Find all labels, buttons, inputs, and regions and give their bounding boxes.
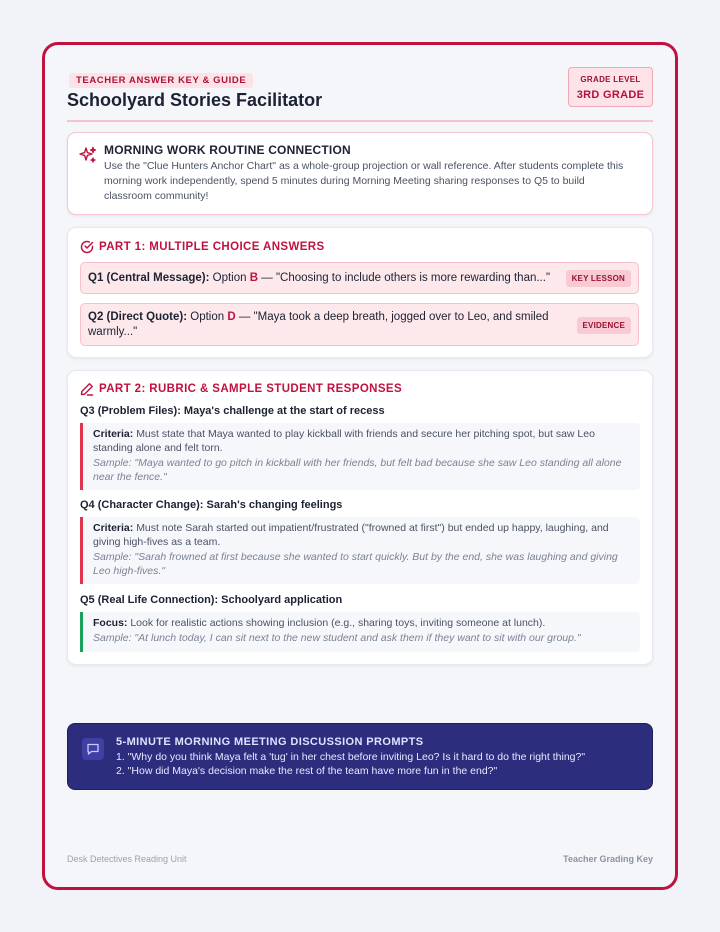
discussion-prompt-1: 1. "Why do you think Maya felt a 'tug' in her chest before inviting Leo? Is it hard to do the right thing?" xyxy=(116,751,586,763)
q3-criteria-label: Criteria: xyxy=(93,428,134,440)
q2-answer-quote: — "Maya took a deep breath, jogged over to Leo, and smiled xyxy=(238,311,549,323)
page-title: Schoolyard Stories Facilitator xyxy=(67,90,323,110)
q5-focus xyxy=(93,617,632,631)
q2-option-prefix: Option xyxy=(190,311,225,323)
q5-focus-label: Focus: xyxy=(93,617,128,629)
q2-answer-quote-end: warmly..." xyxy=(88,326,138,338)
q5-title: Q5 (Real Life Connection): Schoolyard application xyxy=(80,594,343,606)
q2-option-letter: D xyxy=(227,311,236,323)
q1-option-letter: B xyxy=(249,272,259,284)
footer-unit-name: Desk Detectives Reading Unit xyxy=(67,854,187,864)
check-circle-icon xyxy=(80,240,94,254)
pencil-icon xyxy=(80,382,94,396)
chat-bubble-icon xyxy=(82,738,104,760)
q5-rubric xyxy=(80,612,640,652)
grade-level-value: 3RD GRADE xyxy=(576,89,645,101)
discussion-prompt-2: 2. "How did Maya's decision make the rest of the team have more fun in the end?" xyxy=(116,765,498,777)
routine-card xyxy=(67,132,653,215)
part1-heading: PART 1: MULTIPLE CHOICE ANSWERS xyxy=(99,241,325,253)
grade-level-badge xyxy=(568,67,653,107)
q5-focus-text: Look for realistic actions showing inclusion (e.g., sharing toys, inviting someone at lunch). xyxy=(130,617,546,629)
q4-criteria-label: Criteria: xyxy=(93,522,134,534)
discussion-heading: 5-MINUTE MORNING MEETING DISCUSSION PROMPTS xyxy=(116,736,424,748)
q3-criteria-text: Must state that Maya wanted to play kickball with friends and secure her pitching spot, but saw Leo standing alone and felt torn. xyxy=(93,428,595,454)
q3-criteria xyxy=(93,428,632,455)
q4-criteria-text: Must note Sarah started out impatient/frustrated ("frowned at first") but ended up happy, laughing, and giving high-fives as a team. xyxy=(93,522,609,548)
q1-answer-row xyxy=(80,262,639,294)
q4-rubric xyxy=(80,517,640,584)
q3-sample: Sample: "Maya wanted to go pitch in kickball with her friends, but felt bad because she saw Leo standing all alone near the fence." xyxy=(93,457,622,483)
guide-eyebrow-badge: TEACHER ANSWER KEY & GUIDE xyxy=(69,73,253,88)
q3-title: Q3 (Problem Files): Maya's challenge at the start of recess xyxy=(80,405,385,417)
header-divider xyxy=(67,120,653,122)
q4-sample: Sample: "Sarah frowned at first because she wanted to start quickly. But by the end, she was laughing and giving Leo high-fives." xyxy=(93,551,618,577)
key-lesson-tag: KEY LESSON xyxy=(566,270,631,287)
q1-answer-quote: — "Choosing to include others is more rewarding than..." xyxy=(261,272,551,284)
q3-rubric xyxy=(80,423,640,490)
q2-answer-text xyxy=(88,310,549,340)
q2-answer-row xyxy=(80,303,639,346)
routine-heading: MORNING WORK ROUTINE CONNECTION xyxy=(104,143,351,157)
discussion-prompts-banner xyxy=(67,723,653,790)
grade-level-label: GRADE LEVEL xyxy=(580,75,641,84)
q2-label: Q2 (Direct Quote): xyxy=(88,311,188,323)
part2-card xyxy=(67,370,653,665)
sparkle-icon xyxy=(79,146,97,164)
routine-text: Use the "Clue Hunters Anchor Chart" as a whole-group projection or wall reference. After students complete this morning work independently, spend 5 minutes during Morning Meeting sharing responses to Q5 to build classroom community! xyxy=(104,160,624,202)
evidence-tag: EVIDENCE xyxy=(577,317,632,334)
q4-criteria xyxy=(93,522,632,549)
footer-key-label: Teacher Grading Key xyxy=(563,854,653,864)
q5-sample: Sample: "At lunch today, I can sit next to the new student and ask them if they want to sit with our group." xyxy=(93,631,581,644)
part2-heading: PART 2: RUBRIC & SAMPLE STUDENT RESPONSES xyxy=(99,383,403,395)
part1-card xyxy=(67,227,653,358)
q1-label: Q1 (Central Message): xyxy=(88,272,210,284)
answer-key-sheet xyxy=(42,42,678,890)
q1-option-prefix: Option xyxy=(212,272,247,284)
q4-title: Q4 (Character Change): Sarah's changing feelings xyxy=(80,499,343,511)
q1-answer-text xyxy=(88,271,550,286)
